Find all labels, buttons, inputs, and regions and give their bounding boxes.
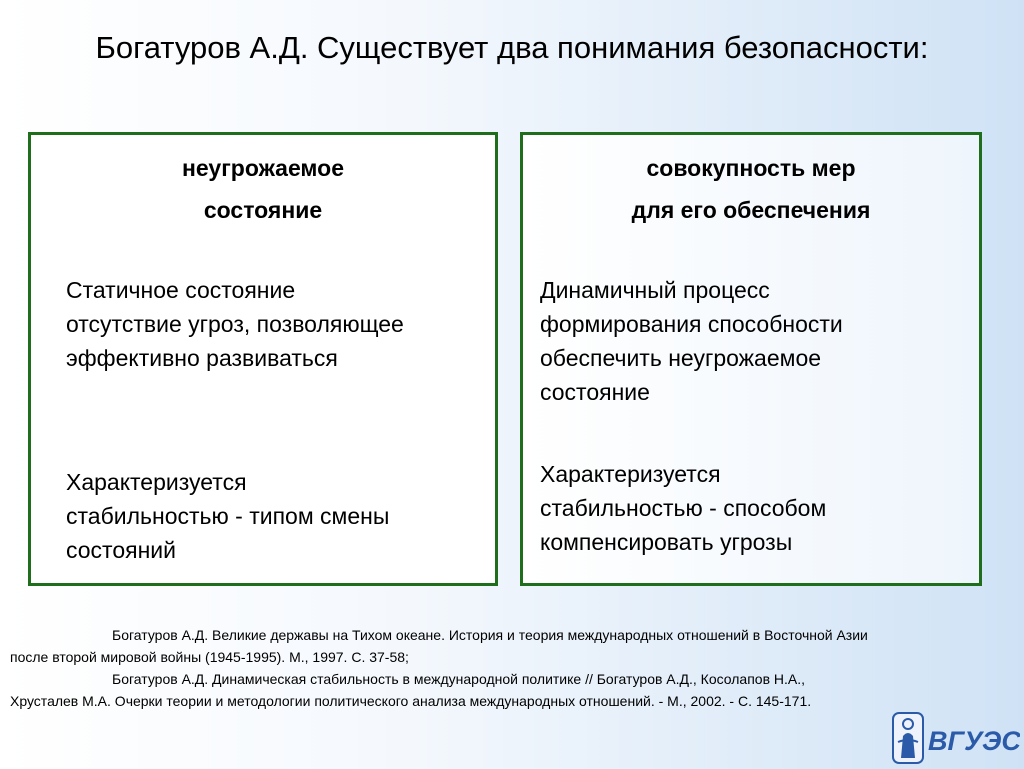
right-panel: [520, 132, 982, 586]
right-panel-description: Динамичный процесс формирования способности обеспечить неугрожаемое состояние: [540, 277, 843, 405]
university-emblem-icon: [893, 713, 923, 763]
left-panel: [28, 132, 498, 586]
reference-1: Богатуров А.Д. Великие державы на Тихом океане. История и теория международных отношений в Восточной Азии после второй мировой войны (1945-1995). М., 1997. С. 37-58;: [10, 627, 868, 665]
references: [10, 624, 870, 712]
right-panel-heading-line1: совокупность мер: [646, 155, 856, 181]
left-panel-heading-line2: состояние: [203, 197, 323, 223]
university-logo: [892, 712, 1020, 764]
left-panel-description: Статичное состояние отсутствие угроз, позволяющее эффективно развиваться: [66, 277, 404, 371]
reference-2: Богатуров А.Д. Динамическая стабильность в международной политике // Богатуров А.Д., Косолапов Н.А., Хрусталев М.А. Очерки теории и методологии политического анализа международных отношений. - М., 2002. - С. 145-171.: [10, 671, 812, 709]
left-panel-heading-line1: неугрожаемое: [182, 155, 344, 181]
left-panel-characteristic: Характеризуется стабильностью - типом смены состояний: [66, 469, 390, 563]
logo-text: ВГУЭС: [928, 726, 1020, 756]
right-panel-characteristic: Характеризуется стабильностью - способом компенсировать угрозы: [540, 461, 827, 555]
right-panel-heading-line2: для его обеспечения: [631, 197, 871, 223]
slide-title: Богатуров А.Д. Существует два понимания безопасности:: [95, 30, 929, 65]
